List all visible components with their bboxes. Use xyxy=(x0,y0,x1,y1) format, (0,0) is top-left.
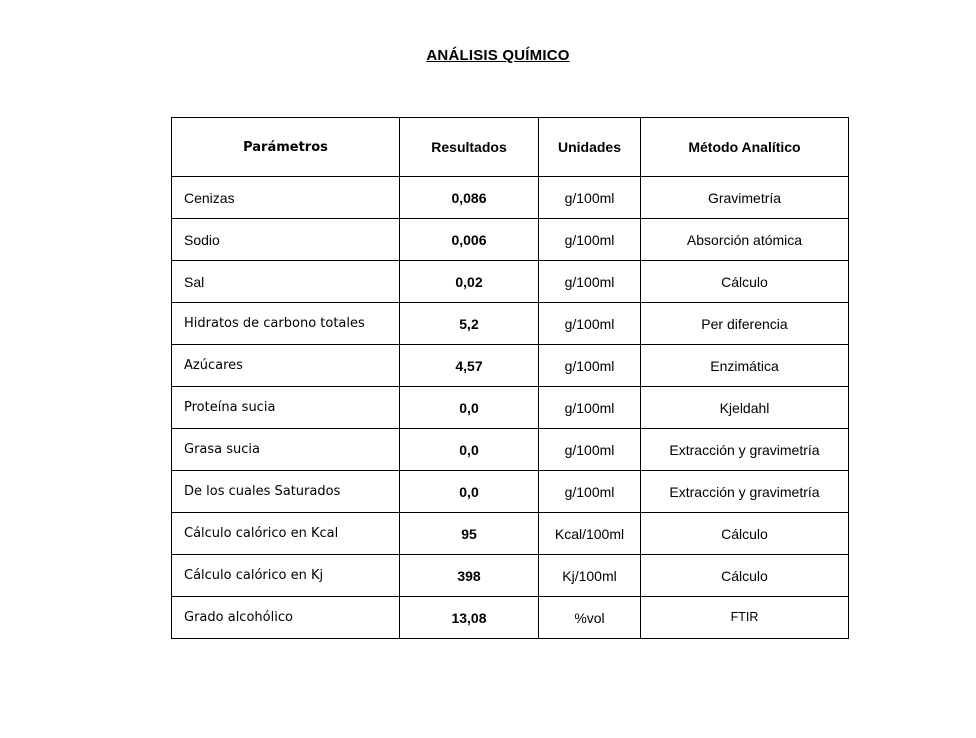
cell-resultado: 398 xyxy=(400,555,539,597)
table-row xyxy=(172,555,849,597)
cell-metodo: Per diferencia xyxy=(641,303,849,345)
table-row xyxy=(172,597,849,639)
table-row xyxy=(172,387,849,429)
cell-metodo: Kjeldahl xyxy=(641,387,849,429)
cell-unidad: Kcal/100ml xyxy=(539,513,641,555)
cell-unidad: g/100ml xyxy=(539,429,641,471)
table-row xyxy=(172,303,849,345)
cell-metodo: Gravimetría xyxy=(641,177,849,219)
document-title: ANÁLISIS QUÍMICO xyxy=(426,47,570,64)
cell-resultado: 13,08 xyxy=(400,597,539,639)
cell-resultado: 0,0 xyxy=(400,471,539,513)
cell-metodo: Extracción y gravimetría xyxy=(641,471,849,513)
header-metodo: Método Analítico xyxy=(641,118,849,177)
cell-resultado: 5,2 xyxy=(400,303,539,345)
cell-unidad: g/100ml xyxy=(539,303,641,345)
cell-parametro: Grasa sucia xyxy=(172,429,400,471)
header-resultados: Resultados xyxy=(400,118,539,177)
cell-parametro: Cenizas xyxy=(172,177,400,219)
cell-parametro: Hidratos de carbono totales xyxy=(172,303,400,345)
cell-parametro: Grado alcohólico xyxy=(172,597,400,639)
cell-resultado: 0,0 xyxy=(400,387,539,429)
cell-unidad: %vol xyxy=(539,597,641,639)
cell-resultado: 0,02 xyxy=(400,261,539,303)
cell-metodo: Absorción atómica xyxy=(641,219,849,261)
cell-metodo: Extracción y gravimetría xyxy=(641,429,849,471)
cell-metodo: Cálculo xyxy=(641,261,849,303)
cell-parametro: Sodio xyxy=(172,219,400,261)
table-header-row xyxy=(172,118,849,177)
cell-unidad: g/100ml xyxy=(539,261,641,303)
cell-unidad: g/100ml xyxy=(539,219,641,261)
cell-unidad: g/100ml xyxy=(539,345,641,387)
cell-resultado: 4,57 xyxy=(400,345,539,387)
cell-unidad: g/100ml xyxy=(539,177,641,219)
cell-parametro: Cálculo calórico en Kj xyxy=(172,555,400,597)
cell-resultado: 0,0 xyxy=(400,429,539,471)
cell-parametro: Sal xyxy=(172,261,400,303)
table-row xyxy=(172,177,849,219)
cell-parametro: Cálculo calórico en Kcal xyxy=(172,513,400,555)
cell-resultado: 0,086 xyxy=(400,177,539,219)
cell-metodo: Cálculo xyxy=(641,555,849,597)
table-row xyxy=(172,345,849,387)
cell-parametro: De los cuales Saturados xyxy=(172,471,400,513)
cell-unidad: Kj/100ml xyxy=(539,555,641,597)
table-row xyxy=(172,219,849,261)
cell-unidad: g/100ml xyxy=(539,387,641,429)
header-unidades: Unidades xyxy=(539,118,641,177)
cell-resultado: 95 xyxy=(400,513,539,555)
cell-resultado: 0,006 xyxy=(400,219,539,261)
cell-metodo: FTIR xyxy=(641,597,849,639)
analysis-table xyxy=(171,117,849,639)
table-row xyxy=(172,471,849,513)
table-row xyxy=(172,261,849,303)
table-row xyxy=(172,429,849,471)
cell-parametro: Azúcares xyxy=(172,345,400,387)
cell-metodo: Cálculo xyxy=(641,513,849,555)
table-row xyxy=(172,513,849,555)
cell-parametro: Proteína sucia xyxy=(172,387,400,429)
header-parametros: Parámetros xyxy=(172,118,400,177)
cell-unidad: g/100ml xyxy=(539,471,641,513)
cell-metodo: Enzimática xyxy=(641,345,849,387)
